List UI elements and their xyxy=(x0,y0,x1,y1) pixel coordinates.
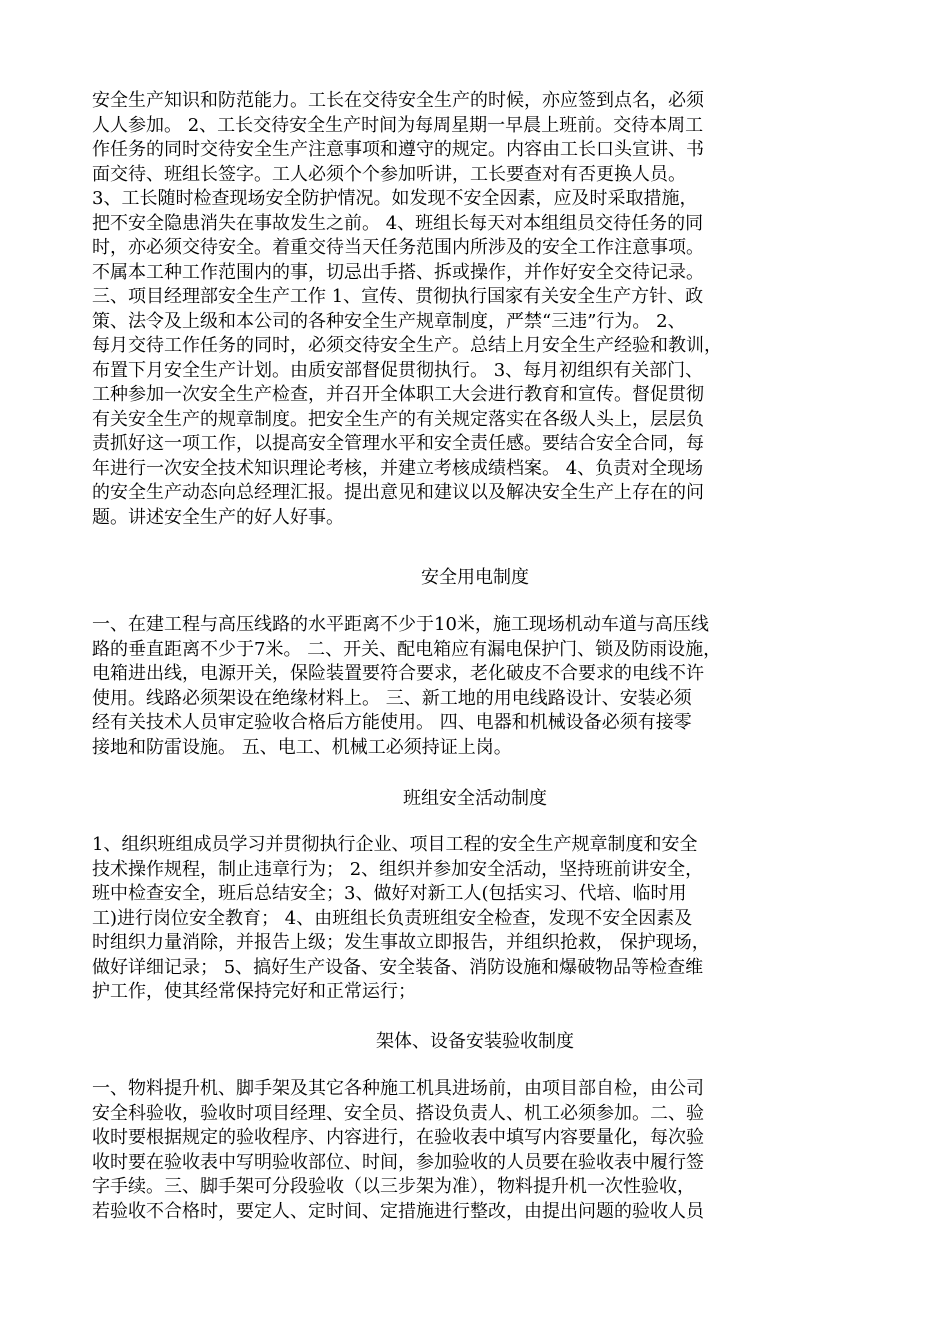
project-safety-section xyxy=(92,89,868,530)
paragraph-line: 收时要根据规定的验收程序、内容进行，在验收表中填写内容要量化，每次验 xyxy=(92,1127,704,1148)
acceptance-heading: 架体、设备安装验收制度 xyxy=(376,1031,574,1052)
paragraph-line: 电箱进出线，电源开关，保险装置要符合要求，老化破皮不合要求的电线不许 xyxy=(92,663,704,684)
paragraph-line: 安全生产知识和防范能力。工长在交待安全生产的时候，亦应签到点名，必须 xyxy=(92,90,704,111)
paragraph-line: 每月交待工作任务的同时，必须交待安全生产。总结上月安全生产经验和教训， xyxy=(92,335,722,356)
paragraph-line: 把不安全隐患消失在事故发生之前。 4、班组长每天对本组组员交待任务的同 xyxy=(92,212,704,234)
paragraph-line: 三、项目经理部安全生产工作 1、宣传、贯彻执行国家有关安全生产方针、政 xyxy=(92,286,704,307)
acceptance-section xyxy=(92,1077,868,1224)
team-safety-section xyxy=(92,833,868,1005)
electric-safety-heading: 安全用电制度 xyxy=(421,567,529,588)
paragraph-line: 经有关技术人员审定验收合格后方能使用。 四、电器和机械设备必须有接零 xyxy=(92,712,692,733)
paragraph-line: 1、组织班组成员学习并贯彻执行企业、项目工程的安全生产规章制度和安全 xyxy=(92,834,698,855)
paragraph-line: 一、在建工程与高压线路的水平距离不少于10米，施工现场机动车道与高压线 xyxy=(92,614,709,635)
paragraph-line: 安全科验收，验收时项目经理、安全员、搭设负责人、机工必须参加。二、验 xyxy=(92,1102,704,1124)
paragraph-line: 时，亦必须交待安全。着重交待当天任务范围内所涉及的安全工作注意事项。 xyxy=(92,237,704,258)
paragraph-line: 班中检查安全，班后总结安全；3、做好对新工人(包括实习、代培、临时用 xyxy=(92,883,687,904)
paragraph-line: 技术操作规程，制止违章行为； 2、组织并参加安全活动，坚持班前讲安全， xyxy=(92,858,704,880)
paragraph-line: 工种参加一次安全生产检查，并召开全体职工大会进行教育和宣传。督促贯彻 xyxy=(92,384,704,405)
paragraph-line: 做好详细记录； 5、搞好生产设备、安全装备、消防设施和爆破物品等检查维 xyxy=(92,956,704,978)
paragraph-line: 若验收不合格时，要定人、定时间、定措施进行整改，由提出问题的验收人员 xyxy=(92,1200,704,1222)
paragraph-line: 有关安全生产的规章制度。把安全生产的有关规定落实在各级人头上，层层负 xyxy=(92,408,704,430)
paragraph-line: 字手续。三、脚手架可分段验收（以三步架为准），物料提升机一次性验收， xyxy=(92,1176,695,1197)
paragraph-line: 一、物料提升机、脚手架及其它各种施工机具进场前，由项目部自检，由公司 xyxy=(92,1078,704,1099)
paragraph-line: 工)进行岗位安全教育； 4、由班组长负责班组安全检查，发现不安全因素及 xyxy=(92,907,693,929)
paragraph-line: 布置下月安全生产计划。由质安部督促贯彻执行。 3、每月初组织有关部门、 xyxy=(92,359,704,381)
paragraph-line: 面交待、班组长签字。工人必须个个参加听讲，工长要查对有否更换人员。 xyxy=(92,163,686,185)
paragraph-line: 年进行一次安全技术知识理论考核，并建立考核成绩档案。 4、负责对全现场 xyxy=(92,457,704,479)
paragraph-line: 接地和防雷设施。 五、电工、机械工必须持证上岗。 xyxy=(92,736,512,758)
paragraph-line: 使用。线路必须架设在绝缘材料上。 三、新工地的用电线路设计、安装必须 xyxy=(92,687,692,709)
paragraph-line: 护工作，使其经常保持完好和正常运行； xyxy=(92,981,416,1002)
paragraph-line: 作任务的同时交待安全生产注意事项和遵守的规定。内容由工长口头宣讲、书 xyxy=(92,139,704,160)
paragraph-line: 人人参加。 2、工长交待安全生产时间为每周星期一早晨上班前。交待本周工 xyxy=(92,114,704,136)
team-safety-heading: 班组安全活动制度 xyxy=(403,788,547,809)
paragraph-line: 时组织力量消除，并报告上级；发生事故立即报告，并组织抢救， 保护现场， xyxy=(92,932,710,953)
paragraph-line: 策、法令及上级和本公司的各种安全生产规章制度，严禁“三违”行为。 2、 xyxy=(92,310,686,332)
paragraph-line: 不属本工种工作范围内的事，切忌出手搭、拆或操作，并作好安全交待记录。 xyxy=(92,261,704,283)
electric-safety-section xyxy=(92,613,868,760)
paragraph-line: 3、工长随时检查现场安全防护情况。如发现不安全因素，应及时采取措施， xyxy=(92,188,698,209)
paragraph-line: 责抓好这一项工作，以提高安全管理水平和安全责任感。要结合安全合同，每 xyxy=(92,433,704,454)
paragraph-line: 的安全生产动态向总经理汇报。提出意见和建议以及解决安全生产上存在的问 xyxy=(92,482,704,503)
paragraph-line: 路的垂直距离不少于7米。 二、开关、配电箱应有漏电保护门、锁及防雨设施， xyxy=(92,638,722,660)
paragraph-line: 收时要在验收表中写明验收部位、时间，参加验收的人员要在验收表中履行签 xyxy=(92,1151,704,1173)
paragraph-line: 题。讲述安全生产的好人好事。 xyxy=(92,506,344,528)
